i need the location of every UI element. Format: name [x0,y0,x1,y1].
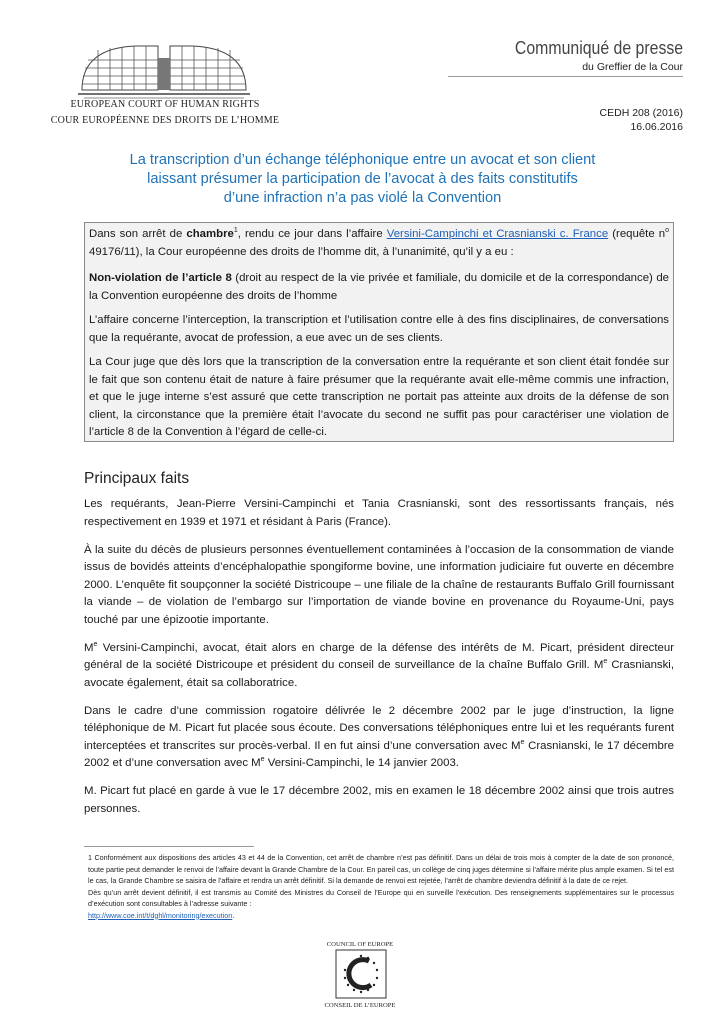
facts-paragraph: M. Picart fut placé en garde à vue le 17 décembre 2002, mis en examen le 18 décembre 2002 ainsi que trois autres personnes. [84,785,674,815]
summary-paragraph: L’affaire concerne l’interception, la transcription et l’utilisation contre elle à des fins disciplinaires, de conversations que la requérante, avocat de profession, a eue avec un de ses clients. [89,314,669,344]
header-divider [448,76,683,77]
press-reference: CEDH 208 (2016) [599,107,683,119]
facts-paragraph: Les requérants, Jean-Pierre Versini-Campinchi et Tania Crasnianski, sont des ressortissants français, nés respectivement en 1939 et 1971 et résidant à Paris (France). [84,498,674,528]
court-name-en: EUROPEAN COURT OF HUMAN RIGHTS [70,99,260,110]
headline-line: laissant présumer la participation de l’avocat à des faits constitutifs [147,171,578,187]
press-release-title: Communiqué de presse [514,38,683,58]
coe-name-fr: CONSEIL DE L’EUROPE [324,1002,396,1009]
facts-paragraph: Dans le cadre d’une commission rogatoire délivrée le 2 décembre 2002 par le juge d’instruction, la ligne téléphonique de M. Picart fut placée sous écoute. Des conversations téléphoniques entre lui et les requérants furent interceptées et transcrites sur procès-verbal. Il en fut ainsi d’une conversation avec Me Crasnianski, le 17 décembre 2002 et d’une conversation avec Me Versini-Campinchi, le 14 janvier 2003. [84,704,674,769]
press-date: 16.06.2016 [630,121,683,133]
summary-intro: Dans son arrêt de chambre$^1$, rendu ce jour dans l’affaire Versini-Campinchi et Crasnianski c. France (requête $n^o$ 49176/11), la Cour européenne des droits de l’homme dit, à l’unanimité, qu’il y a eu : [89,227,669,258]
section-heading: Principaux faits [84,470,190,487]
headline [60,151,665,208]
execution-link[interactable]: http://www.coe.int/t/dghl/monitoring/execution [88,910,233,920]
footnote-paragraph: Dès qu’un arrêt devient définitif, il est transmis au Comité des Ministres du Conseil de l’Europe qui en surveille l’exécution. Des renseignements supplémentaires sur le processus d’exécution sont consultables à l’adresse suivante : http://www.coe.int/t/dghl/monitoring/execution. [88,887,674,920]
facts-paragraph: À la suite du décès de plusieurs personnes éventuellement contaminées à l’occasion de la consommation de viande issus de bovidés atteints d’encéphalopathie spongiforme bovine, une information judiciaire fut ouverte en décembre 2000. L’enquête fit soupçonner la société Districoupe – une filiale de la chaîne de restaurants Buffalo Grill fournissant la viande – de violation de l’embargo sur l’importation de viande bovine en provenance du Royaume-Uni, pays touché par une épizootie importante. [84,543,674,626]
council-of-europe-icon [335,949,387,999]
facts-paragraph: Me Versini-Campinchi, avocat, était alors en charge de la défense des intérêts de M. Picart, président directeur général de la société Districoupe et président du conseil de surveillance de la chaîne Buffalo Grill. Me Crasnianski, avocate également, était sa collaboratrice. [84,640,674,689]
summary-paragraph: La Cour juge que dès lors que la transcription de la conversation entre la requérante et son client était fondée sur le fait que son contenu était de nature à faire présumer que la requérante avait elle-même commis une infraction, et que le juge interne s’est assuré que cette transcription ne portait pas atteinte aux droits de la défense de son client, la circonstance que la première était l’avocate du second ne suffit pas pour caractériser une violation de l’article 8 de la Convention à l’égard de celle-ci. [89,356,669,438]
summary-verdict: Non-violation de l’article 8 (droit au respect de la vie privée et familiale, du domicile et de la correspondance) de la Convention européenne des droits de l’homme [89,272,670,302]
case-link[interactable]: Versini-Campinchi et Crasnianski c. France [386,228,609,240]
footnote-paragraph: 1 Conformément aux dispositions des articles 43 et 44 de la Convention, cet arrêt de chambre n’est pas définitif. Dans un délai de trois mois à compter de la date de son prononcé, toute partie peut demander le renvoi de l’affaire devant la Grande Chambre de la Cour. En pareil cas, un collège de cinq juges détermine si l’affaire mérite plus ample examen. Si tel est le cas, la Grande Chambre se saisira de l’affaire et rendra un arrêt définitif. Si la demande de renvoi est rejetée, l’arrêt de chambre deviendra définitif à la date de ce rejet. [88,853,674,885]
coe-name-en: COUNCIL OF EUROPE [326,941,394,948]
footnote [88,852,674,921]
court-name-fr: COUR EUROPÉENNE DES DROITS DE L’HOMME [50,115,280,126]
court-building-icon [78,38,250,102]
summary-box [84,222,674,442]
headline-line: La transcription d’un échange téléphonique entre un avocat et son client [129,152,596,168]
facts-body [84,496,674,829]
headline-line: d’une infraction n’a pas violé la Convention [223,190,502,206]
press-release-subtitle: du Greffier de la Cour [582,61,683,73]
chamber-label: chambre [186,228,234,240]
verdict-label: Non-violation de l’article 8 [89,272,232,284]
footnote-divider [84,846,254,847]
footnote-ref[interactable]: 1 [233,227,238,235]
